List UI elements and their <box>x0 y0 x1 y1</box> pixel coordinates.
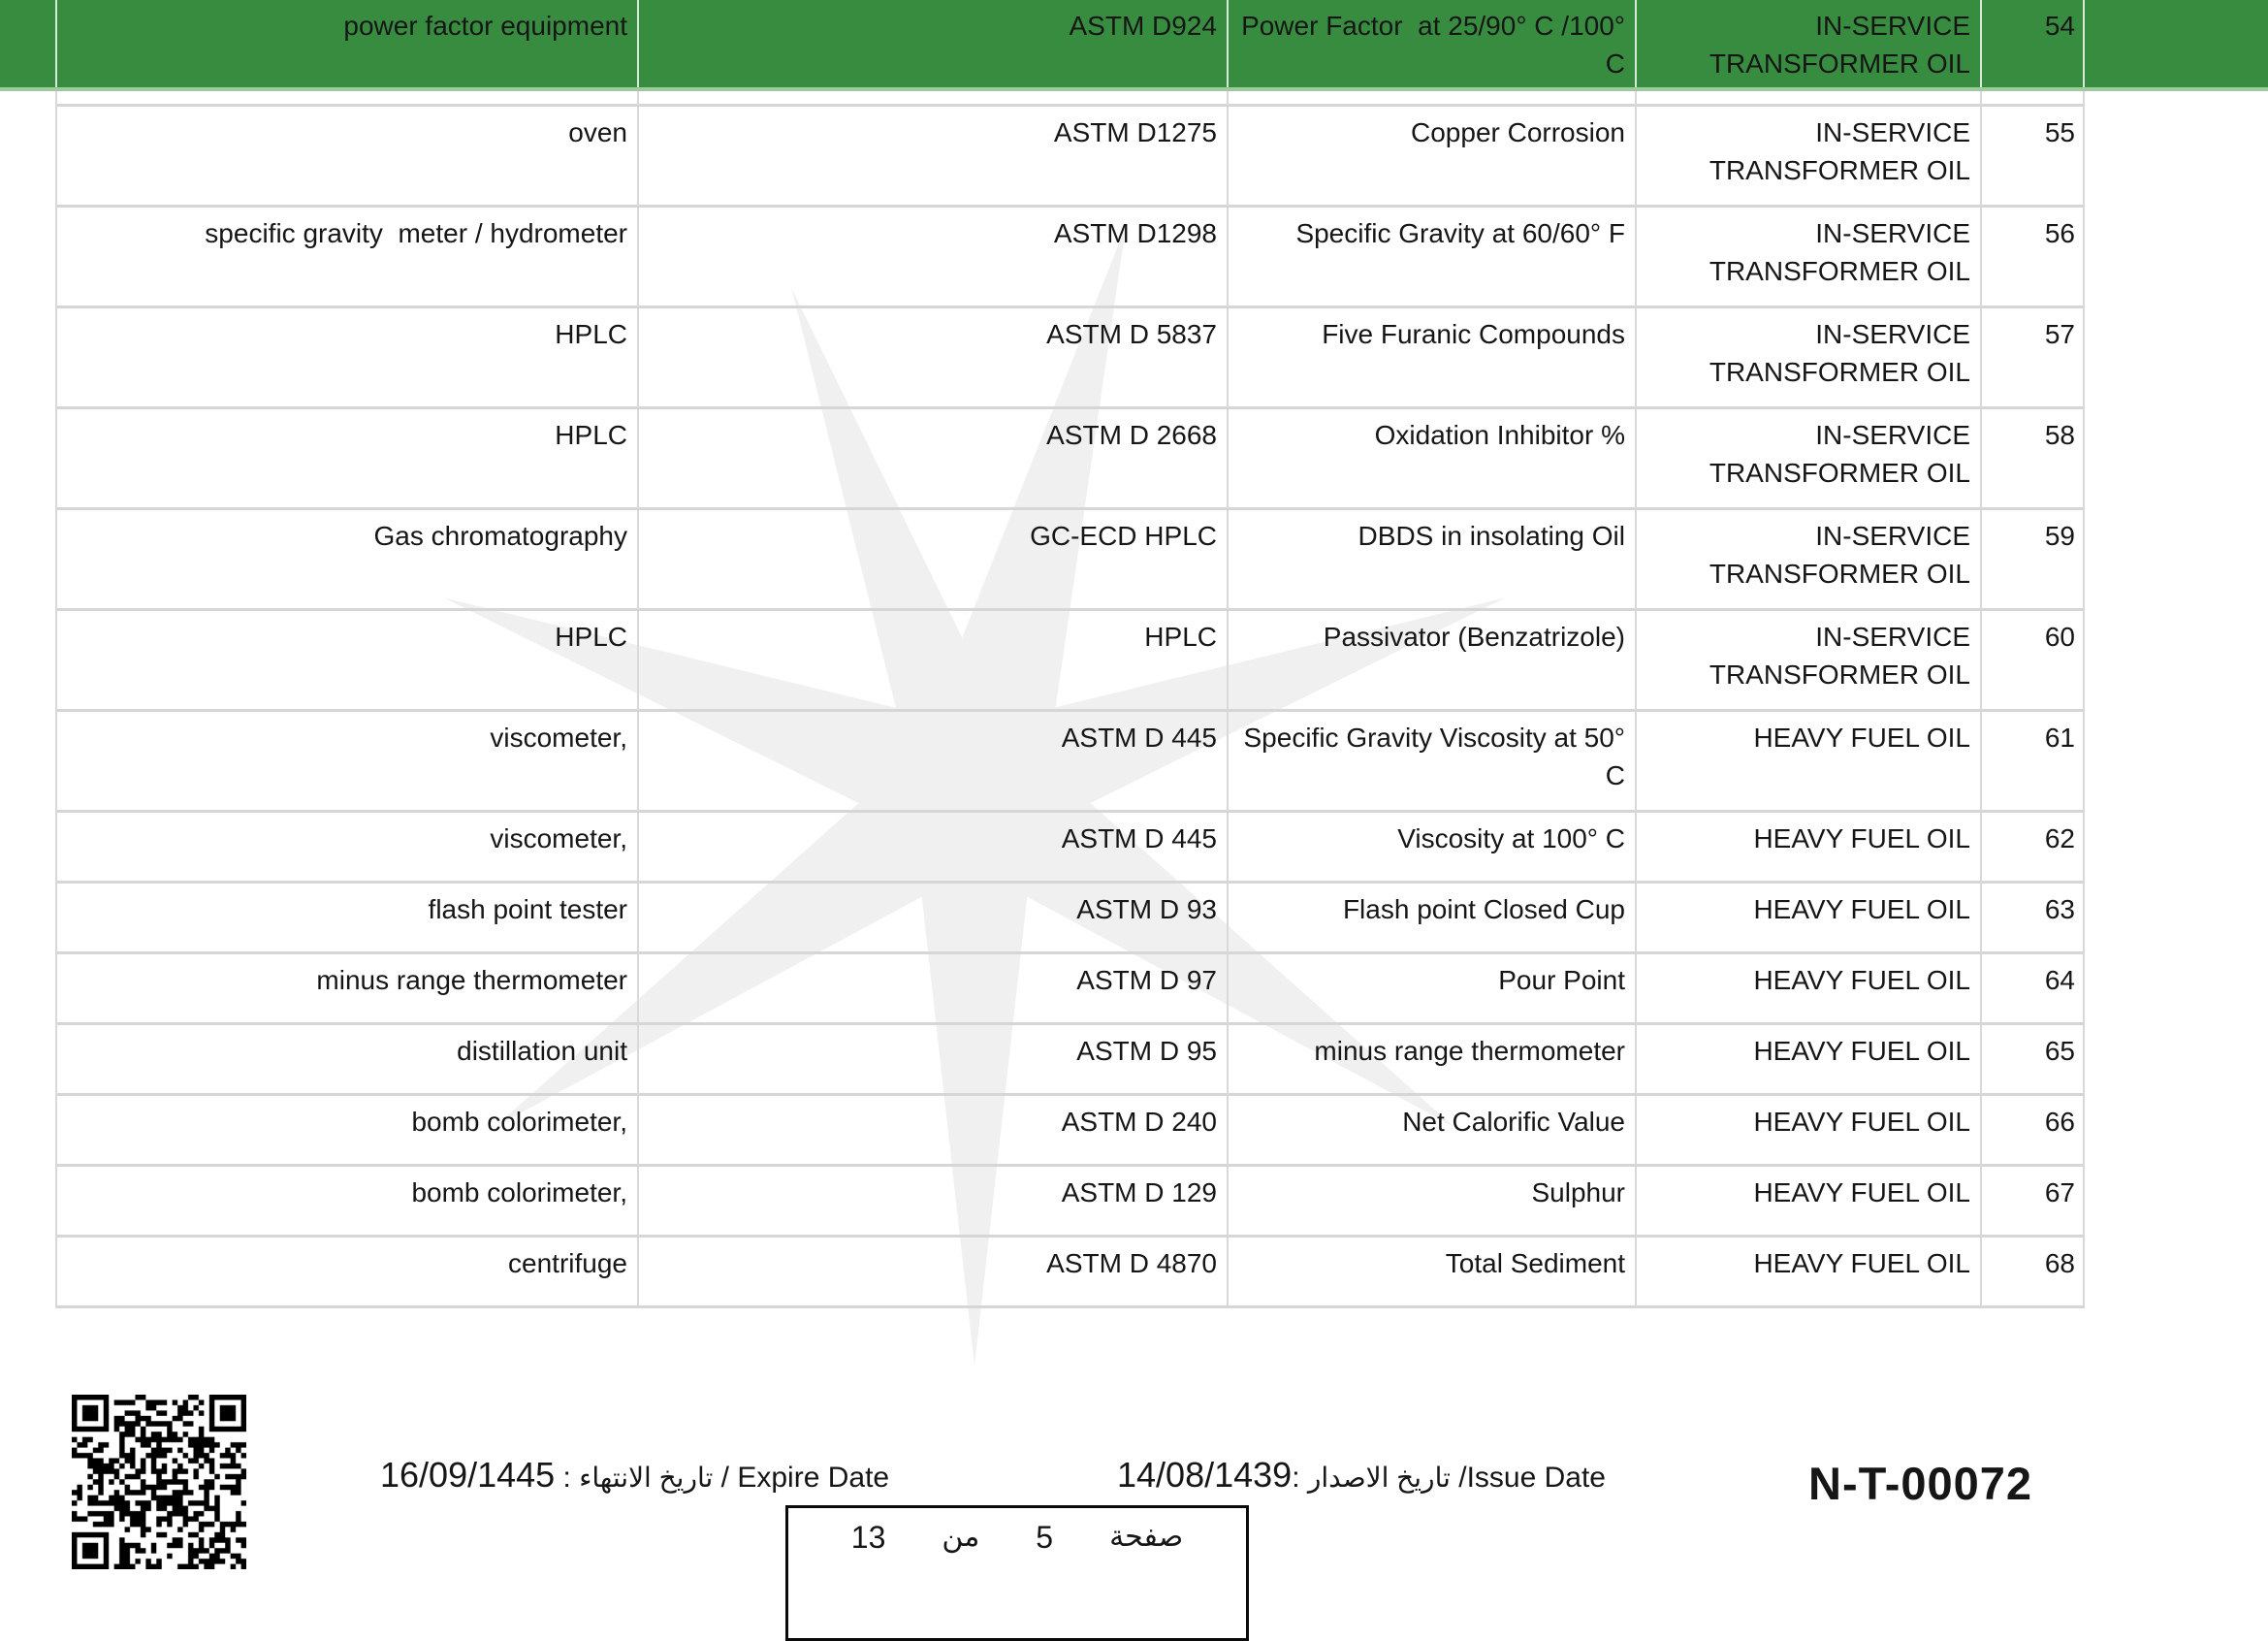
cell-material: IN-SERVICE TRANSFORMER OIL <box>1637 510 1982 611</box>
table-row <box>0 954 2268 1025</box>
cell-equipment: centrifuge <box>57 1238 639 1308</box>
slash-separator: / <box>1458 1462 1467 1494</box>
spacer-row <box>0 91 2268 107</box>
cell-equipment <box>57 91 639 107</box>
cell-test: minus range thermometer <box>1229 1025 1637 1096</box>
expire-date-label-en: Expire Date <box>737 1462 890 1494</box>
lead-cell <box>0 884 57 954</box>
cell-material: IN-SERVICE TRANSFORMER OIL <box>1637 107 1982 208</box>
cell-material: HEAVY FUEL OIL <box>1637 1025 1982 1096</box>
cell-row-number: 66 <box>1982 1096 2085 1167</box>
lead-cell <box>0 91 57 107</box>
lead-cell <box>0 409 57 510</box>
cell-standard: ASTM D 95 <box>639 1025 1229 1096</box>
filler-cell <box>2085 813 2266 884</box>
expire-date-label-ar: تاريخ الانتهاء <box>579 1463 714 1493</box>
filler-cell <box>2085 0 2266 87</box>
cell-equipment: oven <box>57 107 639 208</box>
certificate-number: N-T-00072 <box>1808 1458 2033 1509</box>
cell-material: HEAVY FUEL OIL <box>1637 813 1982 884</box>
cell-standard: ASTM D 2668 <box>639 409 1229 510</box>
cell-standard: ASTM D 5837 <box>639 308 1229 409</box>
issue-date-label-ar: تاريخ الاصدار <box>1307 1463 1451 1493</box>
table-row <box>0 813 2268 884</box>
cell-equipment: Gas chromatography <box>57 510 639 611</box>
cell-material: HEAVY FUEL OIL <box>1637 954 1982 1025</box>
lead-cell <box>0 0 57 87</box>
slash-separator: / <box>720 1462 729 1494</box>
table-row <box>0 308 2268 409</box>
lead-cell <box>0 308 57 409</box>
cell-test: DBDS in insolating Oil <box>1229 510 1637 611</box>
lead-cell <box>0 1167 57 1238</box>
filler-cell <box>2085 107 2266 208</box>
cell-material: IN-SERVICE TRANSFORMER OIL <box>1637 611 1982 712</box>
cell-equipment: power factor equipment <box>57 0 639 87</box>
cell-material <box>1637 91 1982 107</box>
cell-equipment: flash point tester <box>57 884 639 954</box>
cell-standard: ASTM D 129 <box>639 1167 1229 1238</box>
cell-standard <box>639 91 1229 107</box>
lead-cell <box>0 1025 57 1096</box>
cell-material: IN-SERVICE TRANSFORMER OIL <box>1637 409 1982 510</box>
table-row <box>0 1238 2268 1308</box>
cell-standard: ASTM D924 <box>639 0 1229 87</box>
table-row <box>0 1167 2268 1238</box>
cell-equipment: minus range thermometer <box>57 954 639 1025</box>
cell-test: Five Furanic Compounds <box>1229 308 1637 409</box>
filler-cell <box>2085 208 2266 308</box>
cell-standard: GC-ECD HPLC <box>639 510 1229 611</box>
cell-test: Total Sediment <box>1229 1238 1637 1308</box>
cell-row-number: 56 <box>1982 208 2085 308</box>
cell-test: Flash point Closed Cup <box>1229 884 1637 954</box>
cell-material: HEAVY FUEL OIL <box>1637 884 1982 954</box>
cell-material: HEAVY FUEL OIL <box>1637 1167 1982 1238</box>
lead-cell <box>0 611 57 712</box>
qr-code <box>72 1395 246 1569</box>
lead-cell <box>0 712 57 813</box>
lead-cell <box>0 208 57 308</box>
filler-cell <box>2085 1167 2266 1238</box>
cell-test: Viscosity at 100° C <box>1229 813 1637 884</box>
expire-date <box>380 1455 889 1496</box>
cell-test: Net Calorific Value <box>1229 1096 1637 1167</box>
cell-test: Pour Point <box>1229 954 1637 1025</box>
total-pages: 13 <box>850 1520 886 1555</box>
issue-date-label-en: Issue Date <box>1466 1462 1606 1494</box>
cell-equipment: specific gravity meter / hydrometer <box>57 208 639 308</box>
cell-row-number: 59 <box>1982 510 2085 611</box>
cell-row-number: 63 <box>1982 884 2085 954</box>
cell-equipment: bomb colorimeter, <box>57 1167 639 1238</box>
cell-material: IN-SERVICE TRANSFORMER OIL <box>1637 308 1982 409</box>
cell-equipment: viscometer, <box>57 813 639 884</box>
lead-cell <box>0 954 57 1025</box>
table-row <box>0 510 2268 611</box>
filler-cell <box>2085 1238 2266 1308</box>
cell-test: Power Factor at 25/90° C /100° C <box>1229 0 1637 87</box>
expire-date-value: 16/09/1445 <box>380 1455 556 1495</box>
lead-cell <box>0 510 57 611</box>
page-counter-box <box>785 1505 1249 1641</box>
cell-standard: ASTM D 445 <box>639 712 1229 813</box>
of-label: من <box>942 1521 980 1553</box>
cell-test: Sulphur <box>1229 1167 1637 1238</box>
cell-row-number: 57 <box>1982 308 2085 409</box>
cell-equipment: bomb colorimeter, <box>57 1096 639 1167</box>
filler-cell <box>2085 954 2266 1025</box>
cell-test: Passivator (Benzatrizole) <box>1229 611 1637 712</box>
filler-cell <box>2085 308 2266 409</box>
cell-standard: ASTM D 97 <box>639 954 1229 1025</box>
cell-test: Specific Gravity Viscosity at 50° C <box>1229 712 1637 813</box>
cell-material: HEAVY FUEL OIL <box>1637 1238 1982 1308</box>
lead-cell <box>0 813 57 884</box>
filler-cell <box>2085 712 2266 813</box>
cell-row-number: 67 <box>1982 1167 2085 1238</box>
page-label: صفحة <box>1109 1521 1184 1553</box>
table-row <box>0 1096 2268 1167</box>
filler-cell <box>2085 611 2266 712</box>
cell-row-number: 58 <box>1982 409 2085 510</box>
cell-standard: ASTM D1275 <box>639 107 1229 208</box>
cell-material: IN-SERVICE TRANSFORMER OIL <box>1637 208 1982 308</box>
issue-date <box>1117 1455 1606 1496</box>
cell-row-number: 68 <box>1982 1238 2085 1308</box>
table-row <box>0 712 2268 813</box>
cell-equipment: viscometer, <box>57 712 639 813</box>
cell-standard: ASTM D1298 <box>639 208 1229 308</box>
filler-cell <box>2085 91 2266 107</box>
cell-test: Specific Gravity at 60/60° F <box>1229 208 1637 308</box>
cell-row-number: 62 <box>1982 813 2085 884</box>
filler-cell <box>2085 1096 2266 1167</box>
issue-date-value: 14/08/1439 <box>1117 1455 1293 1495</box>
cell-row-number: 64 <box>1982 954 2085 1025</box>
filler-cell <box>2085 1025 2266 1096</box>
table-row <box>0 107 2268 208</box>
filler-cell <box>2085 884 2266 954</box>
lead-cell <box>0 1096 57 1167</box>
cell-row-number: 55 <box>1982 107 2085 208</box>
cell-material: HEAVY FUEL OIL <box>1637 712 1982 813</box>
lead-cell <box>0 1238 57 1308</box>
table-row <box>0 611 2268 712</box>
table-row-highlighted <box>0 0 2268 91</box>
cell-equipment: HPLC <box>57 308 639 409</box>
table-row <box>0 1025 2268 1096</box>
cell-test <box>1229 91 1637 107</box>
table-row <box>0 409 2268 510</box>
colon-separator: : <box>1292 1462 1300 1494</box>
cell-material: HEAVY FUEL OIL <box>1637 1096 1982 1167</box>
cell-test: Oxidation Inhibitor % <box>1229 409 1637 510</box>
cell-standard: ASTM D 445 <box>639 813 1229 884</box>
filler-cell <box>2085 409 2266 510</box>
cell-row-number <box>1982 91 2085 107</box>
cell-row-number: 54 <box>1982 0 2085 87</box>
cell-standard: HPLC <box>639 611 1229 712</box>
cell-row-number: 60 <box>1982 611 2085 712</box>
cell-standard: ASTM D 4870 <box>639 1238 1229 1308</box>
colon-separator: : <box>562 1462 571 1494</box>
cell-equipment: HPLC <box>57 611 639 712</box>
cell-row-number: 65 <box>1982 1025 2085 1096</box>
lead-cell <box>0 107 57 208</box>
page-number: 5 <box>1036 1520 1054 1555</box>
cell-standard: ASTM D 240 <box>639 1096 1229 1167</box>
cell-equipment: HPLC <box>57 409 639 510</box>
table-row <box>0 884 2268 954</box>
cell-test: Copper Corrosion <box>1229 107 1637 208</box>
cell-standard: ASTM D 93 <box>639 884 1229 954</box>
filler-cell <box>2085 510 2266 611</box>
cell-equipment: distillation unit <box>57 1025 639 1096</box>
cell-row-number: 61 <box>1982 712 2085 813</box>
table-row <box>0 208 2268 308</box>
cell-material: IN-SERVICE TRANSFORMER OIL <box>1637 0 1982 87</box>
